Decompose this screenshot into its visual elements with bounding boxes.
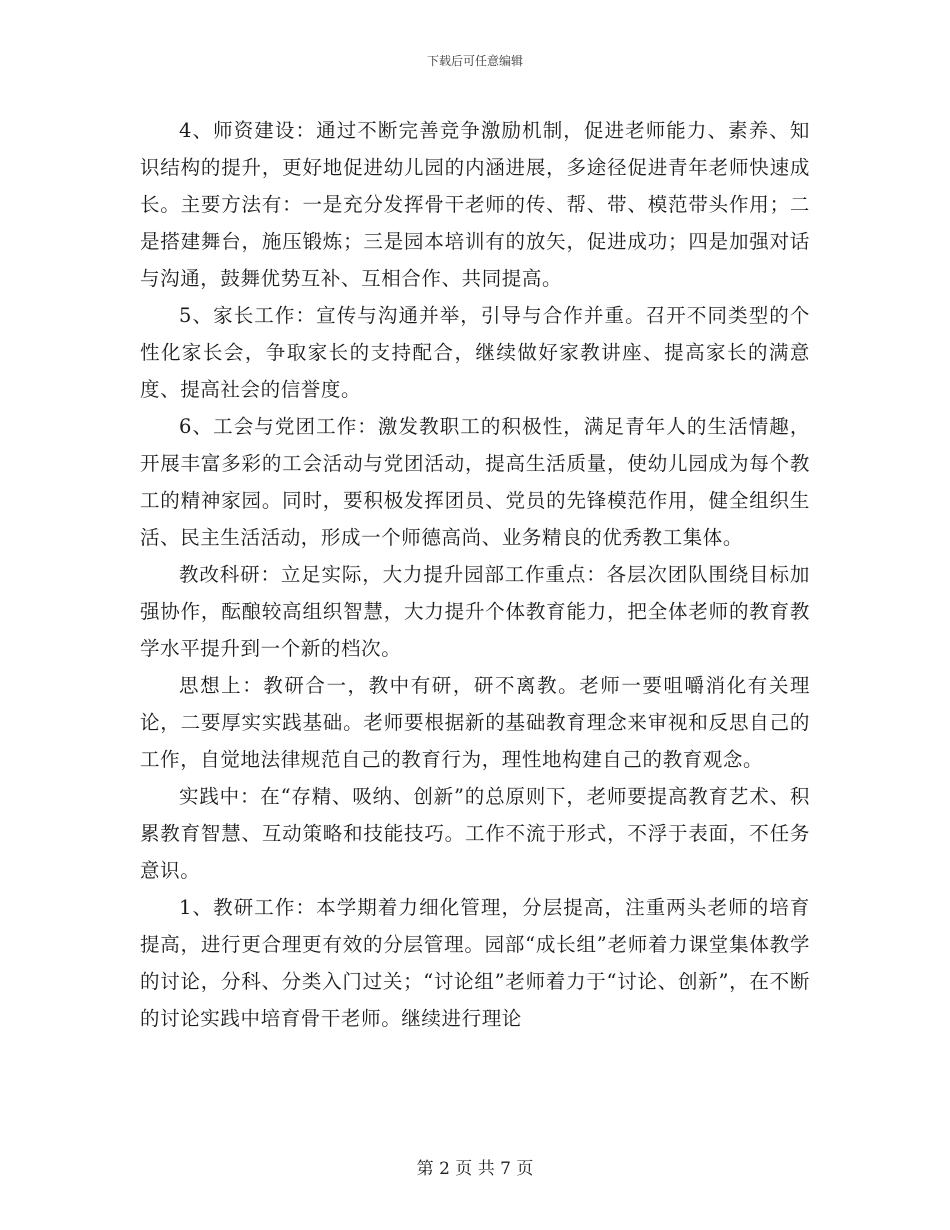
paragraph-teacher-building: 4、师资建设：通过不断完善竞争激励机制，促进老师能力、素养、知识结构的提升，更好地促进幼儿园的内涵进展，多途径促进青年老师快速成长。主要方法有：一是充分发挥骨干老师的传、帮、带、模范带头作用；二是搭建舞台，施压锻炼；三是园本培训有的放矢，促进成功；四是加强对话与沟通，鼓舞优势互补、互相合作、共同提高。	[140, 119, 810, 290]
paragraph-ideology: 思想上：教研合一，教中有研，研不离教。老师一要咀嚼消化有关理论，二要厚实实践基础。老师要根据新的基础教育理念来审视和反思自己的工作，自觉地法律规范自己的教育行为，理性地构建自己的教育观念。	[140, 674, 810, 771]
paragraph-practice: 实践中：在“存精、吸纳、创新”的总原则下，老师要提高教育艺术、积累教育智慧、互动策略和技能技巧。工作不流于形式，不浮于表面，不任务意识。	[140, 785, 810, 882]
page-number-footer: 第 2 页 共 7 页	[416, 1159, 534, 1179]
paragraph-teaching-research: 1、教研工作：本学期着力细化管理，分层提高，注重两头老师的培育提高，进行更合理更有效的分层管理。园部“成长组”老师着力课堂集体教学的讨论，分科、分类入门过关；“讨论组”老师着力于“讨论、创新”，在不断的讨论实践中培育骨干老师。继续进行理论	[140, 896, 810, 1030]
paragraph-research-reform: 教改科研：立足实际，大力提升园部工作重点：各层次团队围绕目标加强协作，酝酿较高组织智慧，大力提升个体教育能力，把全体老师的教育教学水平提升到一个新的档次。	[140, 563, 810, 660]
paragraph-parent-work: 5、家长工作：宣传与沟通并举，引导与合作并重。召开不同类型的个性化家长会，争取家长的支持配合，继续做好家教讲座、提高家长的满意度、提高社会的信誉度。	[140, 304, 810, 401]
paragraph-union-party-work: 6、工会与党团工作：激发教职工的积极性，满足青年人的生活情趣，开展丰富多彩的工会活动与党团活动，提高生活质量，使幼儿园成为每个教工的精神家园。同时，要积极发挥团员、党员的先锋模范作用，健全组织生活、民主生活活动，形成一个师德高尚、业务精良的优秀教工集体。	[140, 415, 810, 549]
page-header: 下载后可任意编辑	[426, 54, 523, 68]
document-body	[140, 112, 810, 1037]
